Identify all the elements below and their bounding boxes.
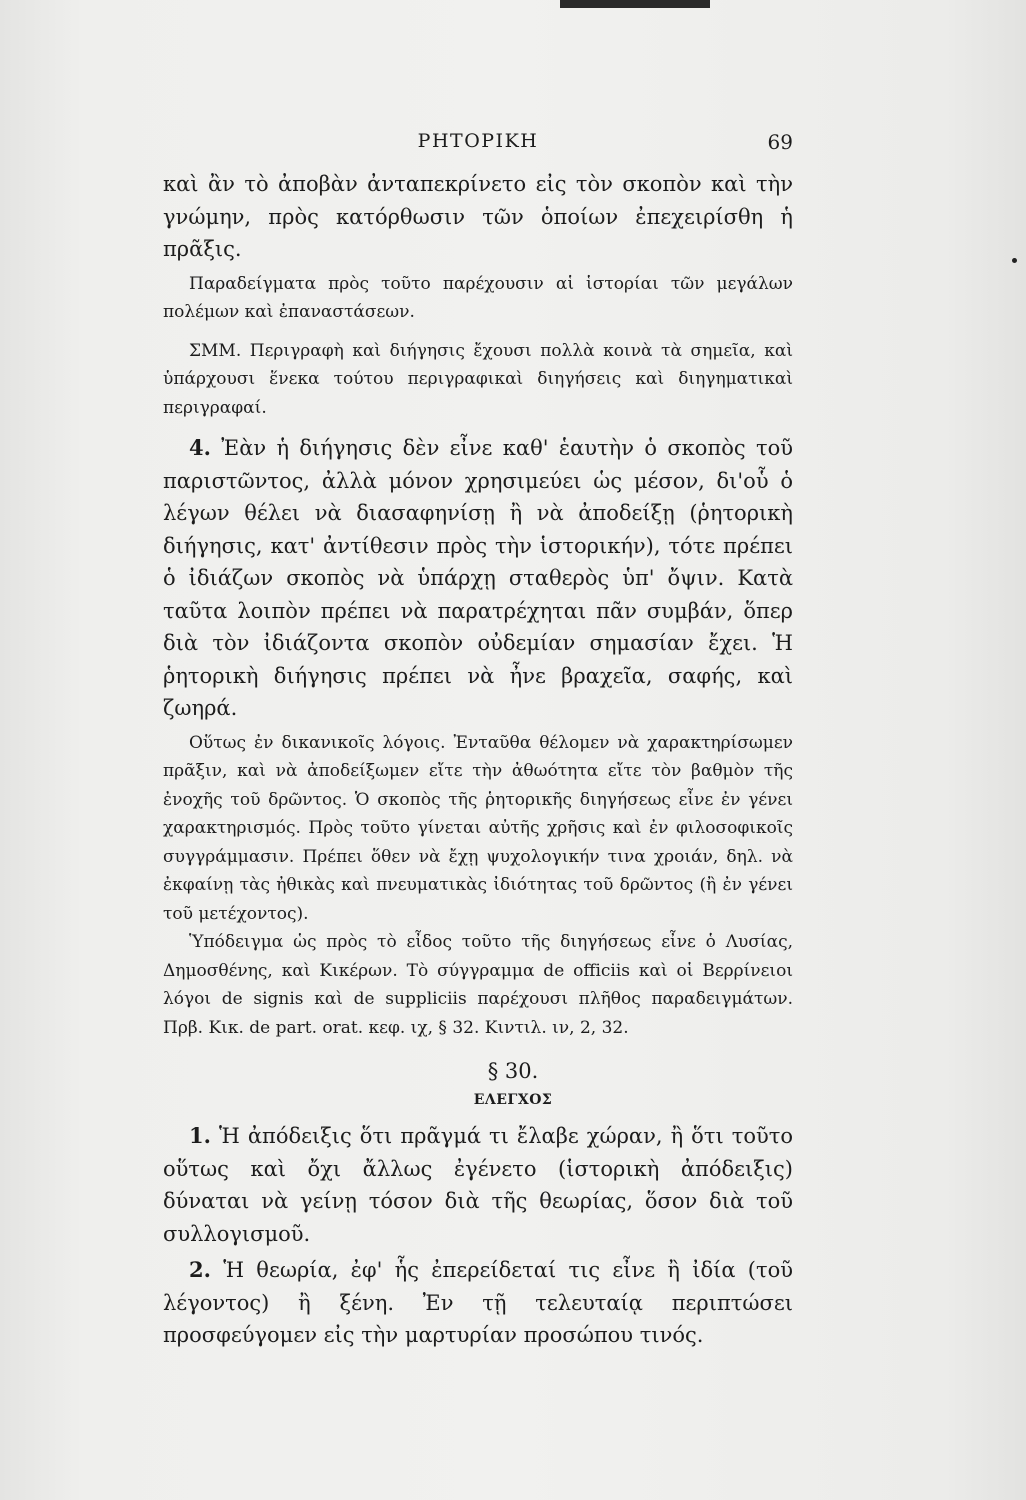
paragraph-example-authors: Ὑπόδειγμα ὡς πρὸς τὸ εἶδος τοῦτο τῆς διηγήσεως εἶνε ὁ Λυσίας, Δημοσθένης, καὶ Κικέρων. Τὸ σύγγραμμα de officiis καὶ οἱ Βερρίνειοι λόγοι de signis καὶ de suppliciis παρέχουσι πλῆθος παραδειγμάτων. Πρβ. Κικ. de part. orat. κεφ. ιχ, § 32. Κιντιλ. ιν, 2, 32. xyxy=(163,932,793,1038)
paragraph-point-1 xyxy=(163,1120,793,1250)
point-number: 2. xyxy=(189,1257,211,1282)
point-number: 4. xyxy=(189,435,211,460)
paragraph-continuation: καὶ ἂν τὸ ἀποβὰν ἀνταπεκρίνετο εἰς τὸν σκοπὸν καὶ τὴν γνώμην, πρὸς κατόρθωσιν τῶν ὁποίων ἐπεχειρίσθη ἡ πρᾶξις. xyxy=(163,172,793,261)
paragraph-point-4 xyxy=(163,432,793,725)
paragraph-point-2 xyxy=(163,1254,793,1352)
margin-dot xyxy=(1012,258,1017,263)
paragraph-smm-note: ΣΜΜ. Περιγραφὴ καὶ διήγησις ἔχουσι πολλὰ κοινὰ τὰ σημεῖα, καὶ ὑπάρχουσι ἕνεκα τούτου περιγραφικαὶ διηγήσεις καὶ διηγηματικαὶ περιγραφαί. xyxy=(163,340,793,418)
page-body xyxy=(163,168,793,1352)
section-number: § 30. xyxy=(487,1059,539,1083)
point-text: Ἐὰν ἡ διήγησις δὲν εἶνε καθ' ἑαυτὴν ὁ σκοπὸς τοῦ παριστῶντος, ἀλλὰ μόνον χρησιμεύει ὡς μέσον, δι'οὗ ὁ λέγων θέλει νὰ διασαφηνίσῃ ἢ νὰ ἀποδείξῃ (ῥητορικὴ διήγησις, κατ' ἀντίθεσιν πρὸς τὴν ἱστορικήν), τότε πρέπει ὁ ἰδιάζων σκοπὸς νὰ ὑπάρχῃ σταθερὸς ὑπ' ὄψιν. Κατὰ ταῦτα λοιπὸν πρέπει νὰ παρατρέχηται πᾶν συμβάν, ὅπερ διὰ τὸν ἰδιάζοντα σκοπὸν οὐδεμίαν σημασίαν ἔχει. Ἡ ῥητορικὴ διήγησις πρέπει νὰ ἦνε βραχεῖα, σαφής, καὶ ζωηρά. xyxy=(163,436,793,720)
scan-edge-shadow xyxy=(560,0,710,8)
page-number: 69 xyxy=(767,130,793,154)
section-title: ΕΛΕΓΧΟΣ xyxy=(473,1092,553,1108)
running-title: ΡΗΤΟΡΙΚΗ xyxy=(417,130,539,152)
point-number: 1. xyxy=(189,1123,211,1148)
point-text: Ἡ ἀπόδειξις ὅτι πρᾶγμά τι ἔλαβε χώραν, ἢ ὅτι τοῦτο οὕτως καὶ ὄχι ἄλλως ἐγένετο (ἱστορικὴ ἀπόδειξις) δύναται νὰ γείνῃ τόσον διὰ τῆς θεωρίας, ὅσον διὰ τοῦ συλλογισμοῦ. xyxy=(163,1124,793,1246)
paragraph-examples-note: Παραδείγματα πρὸς τοῦτο παρέχουσιν αἱ ἱστορίαι τῶν μεγάλων πολέμων καὶ ἐπαναστάσεων. xyxy=(163,273,793,322)
page-header xyxy=(163,130,793,160)
paragraph-judicial-note: Οὕτως ἐν δικανικοῖς λόγοις. Ἐνταῦθα θέλομεν νὰ χαρακτηρίσωμεν πρᾶξιν, καὶ νὰ ἀποδείξωμεν εἴτε τὴν ἀθωότητα εἴτε τὸν βαθμὸν τῆς ἐνοχῆς τοῦ δρῶντος. Ὁ σκοπὸς τῆς ῥητορικῆς διηγήσεως εἶνε ἐν γένει χαρακτηρισμός. Πρὸς τοῦτο γίνεται αὐτῆς χρῆσις καὶ ἐν φιλοσοφικοῖς συγγράμμασιν. Πρέπει ὅθεν νὰ ἔχῃ ψυχολογικήν τινα χροιάν, δηλ. νὰ ἐκφαίνῃ τὰς ἠθικὰς καὶ πνευματικὰς ἰδιότητας τοῦ δρῶντος (ἢ ἐν γένει τοῦ μετέχοντος). xyxy=(163,732,793,924)
point-text: Ἡ θεωρία, ἐφ' ἧς ἐπερείδεταί τις εἶνε ἢ ἰδία (τοῦ λέγοντος) ἢ ξένη. Ἐν τῇ τελευταίᾳ περιπτώσει προσφεύγομεν εἰς τὴν μαρτυρίαν προσώπου τινός. xyxy=(163,1258,793,1347)
